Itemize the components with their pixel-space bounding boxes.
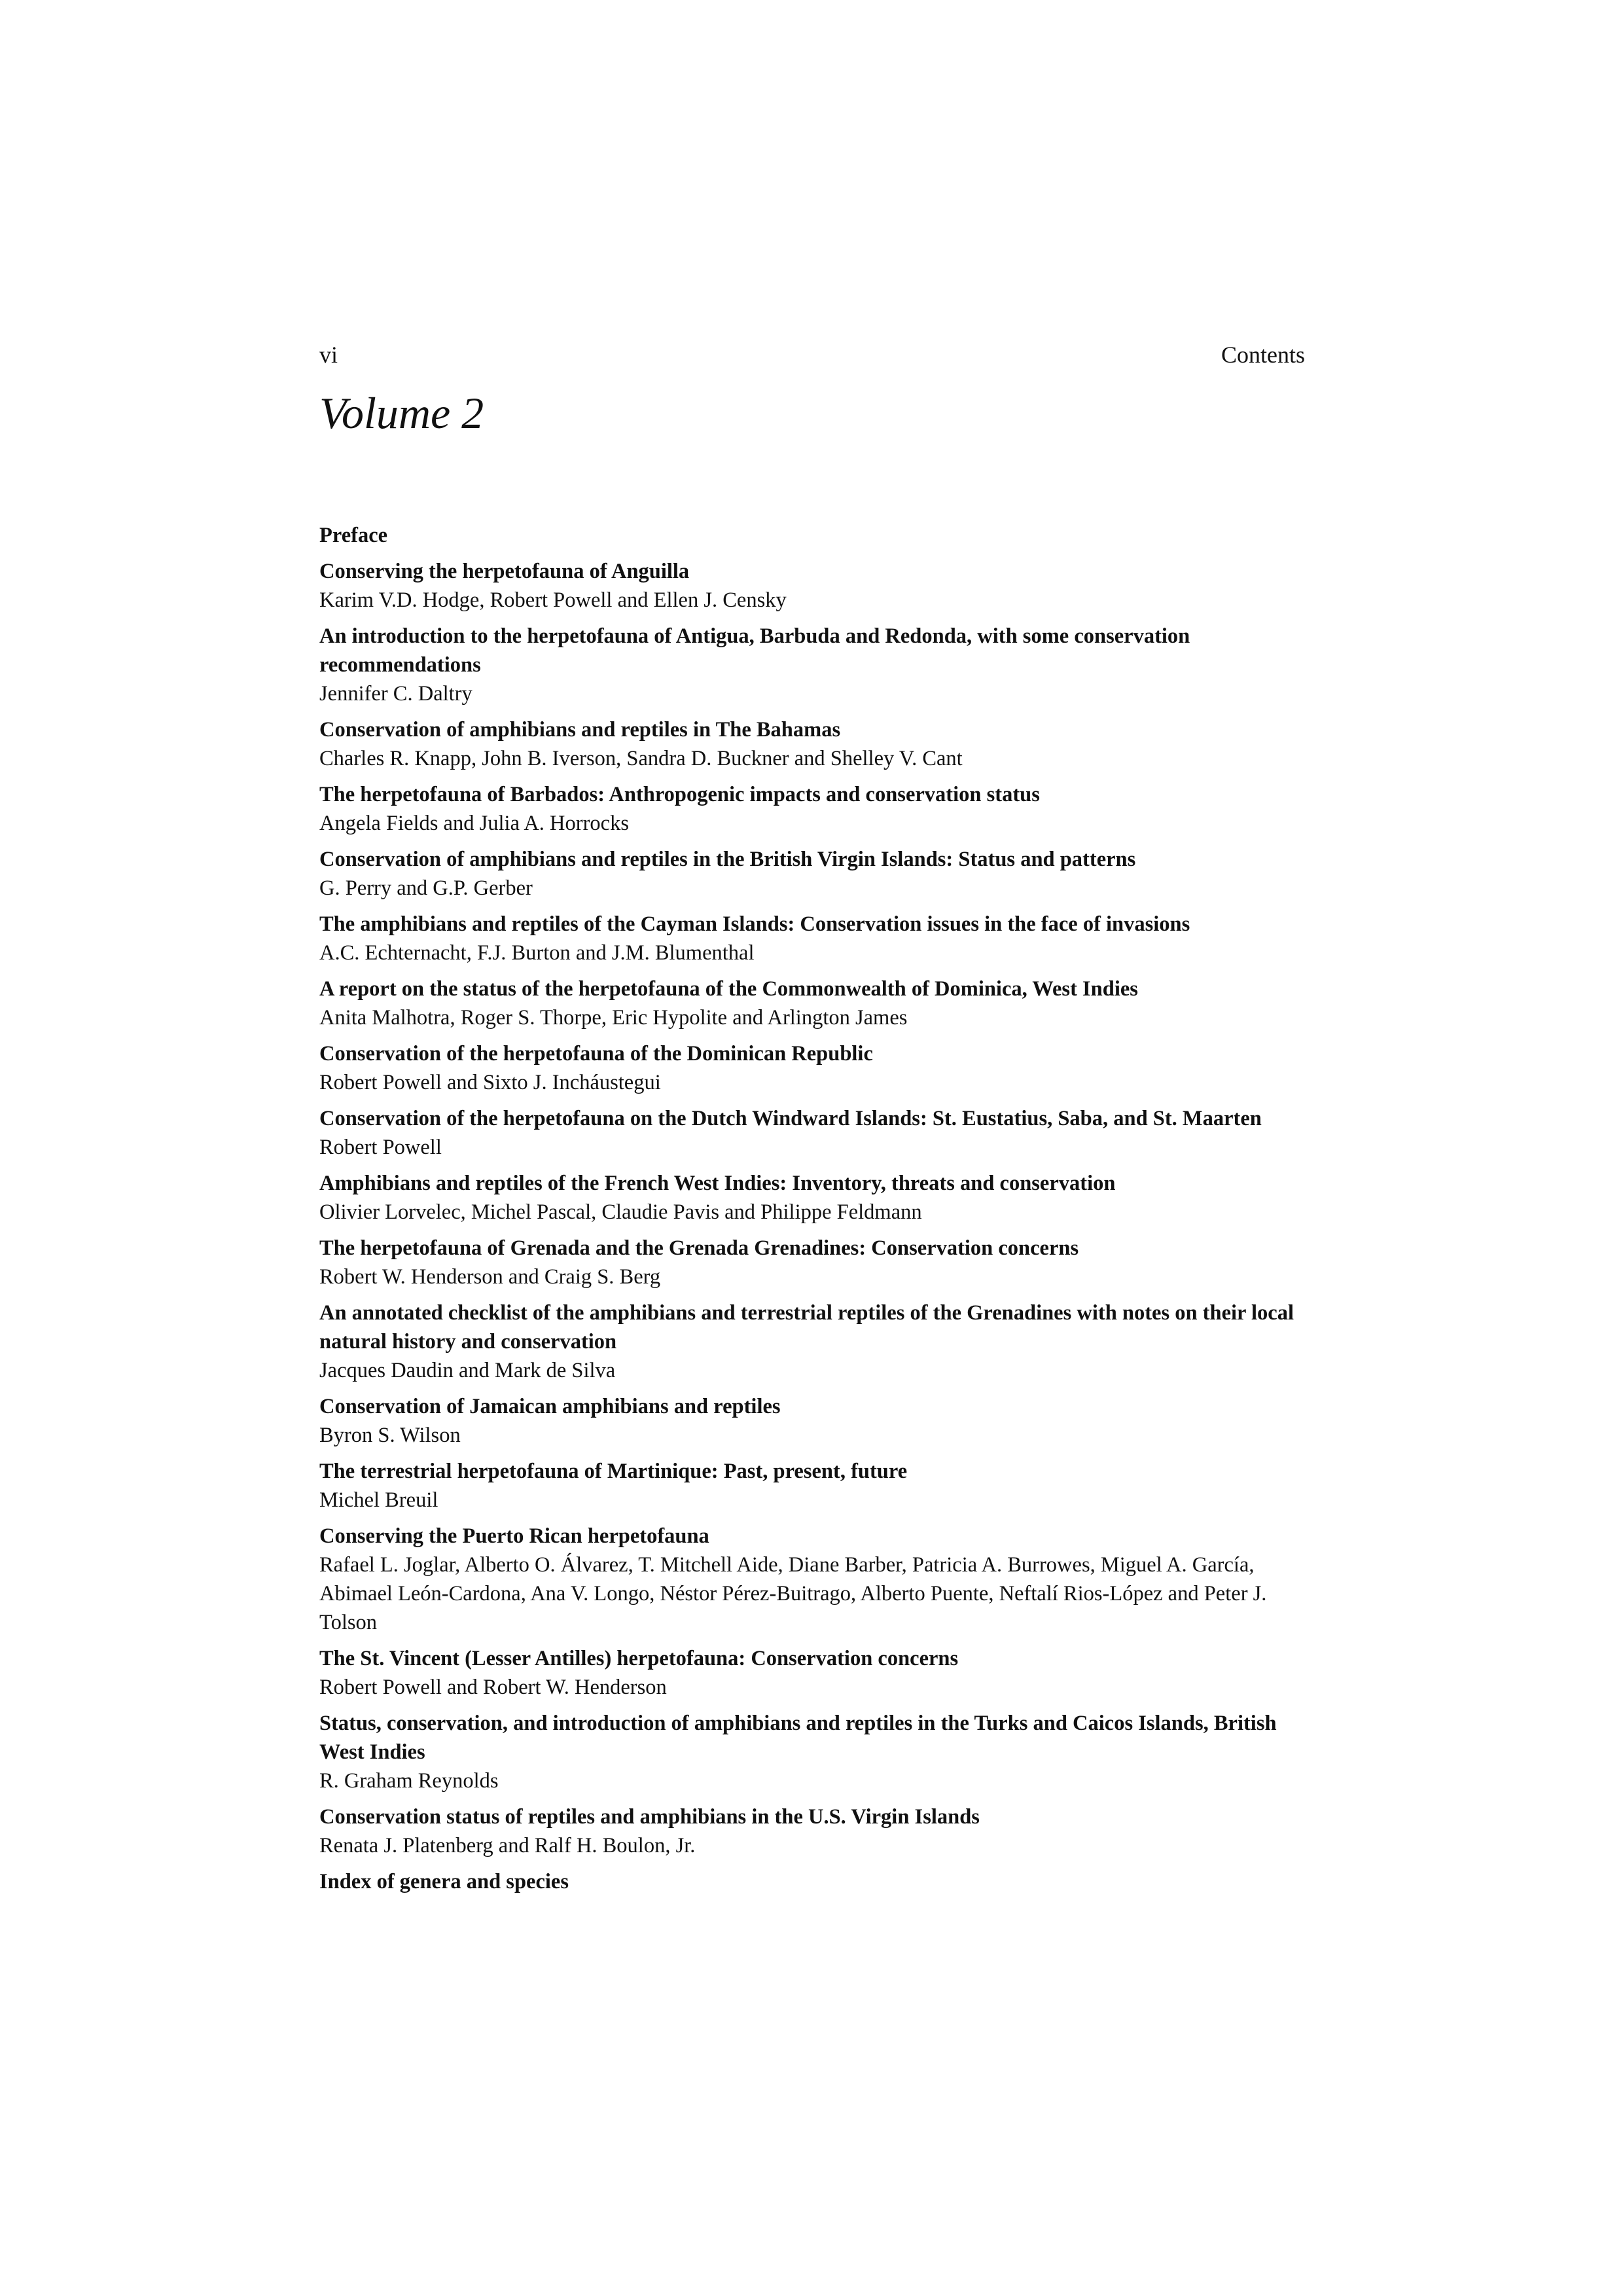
toc-entry-title: Conserving the herpetofauna of Anguilla <box>319 560 690 583</box>
toc-entry-authors: Anita Malhotra, Roger S. Thorpe, Eric Hypolite and Arlington James <box>319 1006 908 1030</box>
toc-entry-authors: Jennifer C. Daltry <box>319 682 473 706</box>
contents-page <box>319 0 1314 2296</box>
toc-entry-authors: Karim V.D. Hodge, Robert Powell and Ellen J. Censky <box>319 588 787 612</box>
toc-entry <box>319 622 1314 708</box>
toc-entry <box>319 1709 1314 1795</box>
toc-entry <box>319 1234 1314 1291</box>
toc-entry-authors: Michel Breuil <box>319 1488 438 1512</box>
running-head-section: Contents <box>1221 342 1305 368</box>
toc-entry-title: Conservation of the herpetofauna of the Dominican Republic <box>319 1042 873 1066</box>
toc-entry-title: Conservation of Jamaican amphibians and reptiles <box>319 1395 781 1418</box>
toc-entry <box>319 1392 1314 1450</box>
toc-entry-authors: Renata J. Platenberg and Ralf H. Boulon, Jr. <box>319 1834 696 1857</box>
toc-entry-title: Conservation of the herpetofauna on the Dutch Windward Islands: St. Eustatius, Saba, and St. Maarten <box>319 1107 1262 1130</box>
toc-entry-title: Preface <box>319 524 388 547</box>
toc-entry <box>319 1867 1314 1896</box>
toc-entry-authors: G. Perry and G.P. Gerber <box>319 876 533 900</box>
toc-entry-title: A report on the status of the herpetofauna of the Commonwealth of Dominica, West Indies <box>319 977 1138 1001</box>
toc-entry-title: Index of genera and species <box>319 1870 569 1893</box>
toc-entry-authors: A.C. Echternacht, F.J. Burton and J.M. Blumenthal <box>319 941 755 965</box>
toc-entry <box>319 910 1314 967</box>
toc-entry-authors: Jacques Daudin and Mark de Silva <box>319 1359 616 1382</box>
toc-entry-title: Status, conservation, and introduction of amphibians and reptiles in the Turks and Caicos Islands, British West Indies <box>319 1712 1277 1764</box>
toc-entry-title: Conservation of amphibians and reptiles in The Bahamas <box>319 718 841 742</box>
toc-entry <box>319 780 1314 838</box>
toc-entry <box>319 1039 1314 1097</box>
toc-entry-authors: Angela Fields and Julia A. Horrocks <box>319 812 629 835</box>
toc-entry-title: An annotated checklist of the amphibians and terrestrial reptiles of the Grenadines with notes on their local natural history and conservation <box>319 1301 1294 1354</box>
volume-title: Volume 2 <box>319 388 484 438</box>
toc-entry <box>319 715 1314 773</box>
toc-entry-authors: Byron S. Wilson <box>319 1424 461 1447</box>
toc-entry <box>319 1299 1314 1385</box>
toc-entry-title: The terrestrial herpetofauna of Martinique: Past, present, future <box>319 1460 908 1483</box>
toc-entry-title: Conserving the Puerto Rican herpetofauna <box>319 1524 709 1548</box>
toc-entry-title: The St. Vincent (Lesser Antilles) herpetofauna: Conservation concerns <box>319 1647 959 1670</box>
toc-entry-title: An introduction to the herpetofauna of Antigua, Barbuda and Redonda, with some conservation recommendations <box>319 624 1190 677</box>
toc-entry <box>319 975 1314 1032</box>
toc-entry-title: Amphibians and reptiles of the French West Indies: Inventory, threats and conservation <box>319 1172 1116 1195</box>
toc-entry-authors: Charles R. Knapp, John B. Iverson, Sandra D. Buckner and Shelley V. Cant <box>319 747 963 770</box>
toc-entry <box>319 1644 1314 1702</box>
toc-entry <box>319 845 1314 903</box>
toc-entry <box>319 1803 1314 1860</box>
toc-entry-title: The herpetofauna of Barbados: Anthropogenic impacts and conservation status <box>319 783 1040 806</box>
table-of-contents <box>319 521 1314 1903</box>
toc-entry-authors: Robert Powell and Robert W. Henderson <box>319 1676 667 1699</box>
toc-entry-authors: Robert Powell <box>319 1136 442 1159</box>
toc-entry-title: The herpetofauna of Grenada and the Grenada Grenadines: Conservation concerns <box>319 1236 1079 1260</box>
page-number: vi <box>319 342 338 368</box>
toc-entry <box>319 1457 1314 1515</box>
toc-entry-authors: Robert W. Henderson and Craig S. Berg <box>319 1265 661 1289</box>
toc-entry-authors: Olivier Lorvelec, Michel Pascal, Claudie Pavis and Philippe Feldmann <box>319 1200 922 1224</box>
toc-entry-authors: Rafael L. Joglar, Alberto O. Álvarez, T. Mitchell Aide, Diane Barber, Patricia A. Burrowes, Miguel A. García, Abimael León-Cardona, Ana V. Longo, Néstor Pérez-Buitrago, Alberto Puente, Neftalí Rios-López and Peter J. Tolson <box>319 1553 1267 1634</box>
toc-entry-authors: R. Graham Reynolds <box>319 1769 499 1793</box>
running-head <box>319 340 1314 369</box>
toc-entry-authors: Robert Powell and Sixto J. Incháustegui <box>319 1071 661 1094</box>
toc-entry <box>319 1169 1314 1227</box>
toc-entry <box>319 1104 1314 1162</box>
toc-entry-title: Conservation status of reptiles and amphibians in the U.S. Virgin Islands <box>319 1805 980 1829</box>
toc-entry-title: Conservation of amphibians and reptiles in the British Virgin Islands: Status and patterns <box>319 848 1136 871</box>
toc-entry <box>319 557 1314 615</box>
toc-entry <box>319 1522 1314 1637</box>
toc-entry <box>319 521 1314 550</box>
toc-entry-title: The amphibians and reptiles of the Cayman Islands: Conservation issues in the face of invasions <box>319 912 1190 936</box>
